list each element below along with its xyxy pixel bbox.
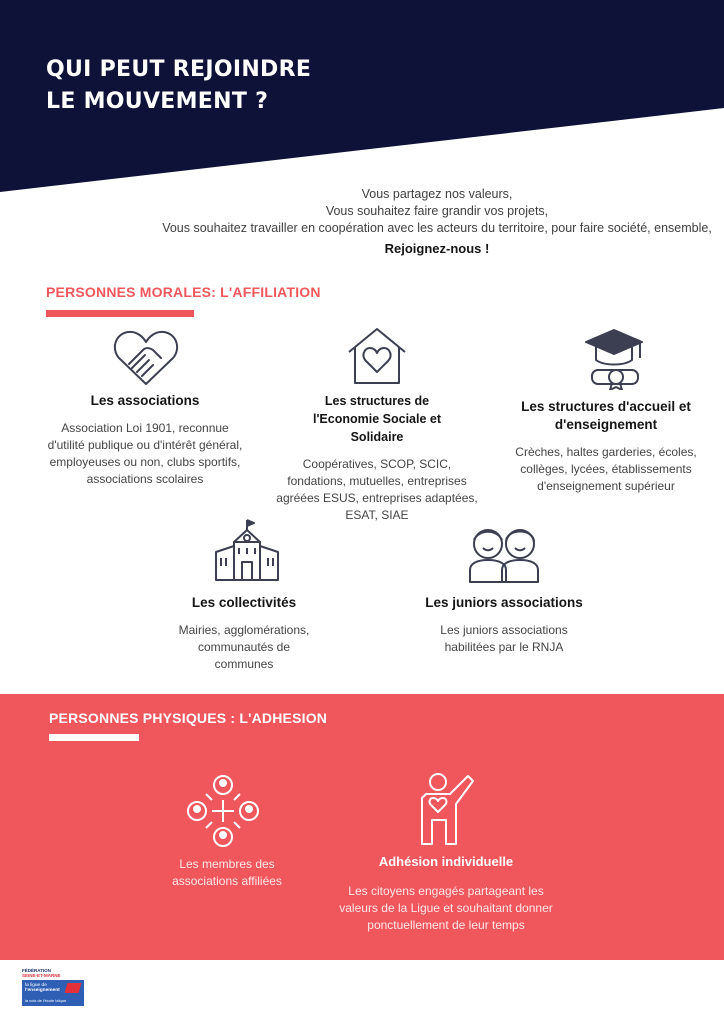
card-adhesion-individuelle <box>332 854 560 934</box>
card-title: Adhésion individuelle <box>378 854 514 869</box>
physiques-section-title: PERSONNES PHYSIQUES : L'ADHESION <box>49 710 328 726</box>
card-title: Les collectivités <box>191 595 297 610</box>
intro-line-2: Vous souhaitez faire grandir vos projets, <box>325 204 549 218</box>
page-title <box>46 54 311 118</box>
town-hall-icon <box>214 518 280 582</box>
intro-line-3: Vous souhaitez travailler en coopération avec les acteurs du territoire, pour faire société, ensemble, <box>162 221 712 235</box>
raised-hand-person-icon <box>418 772 476 846</box>
card-accueil-enseignement <box>510 398 702 495</box>
card-associations <box>45 392 245 488</box>
ligue-enseignement-logo <box>22 968 88 1008</box>
morales-section-title: PERSONNES MORALES: L'AFFILIATION <box>46 284 321 300</box>
logo-line-2: SEINE-ET-MARNE <box>22 973 61 978</box>
card-description: Crèches, haltes garderies, écoles, collèges, lycées, établissements d'enseignement supérieur <box>515 445 697 493</box>
intro-text <box>150 186 724 257</box>
card-title: Les structures d'accueil et d'enseignement <box>521 399 691 432</box>
card-collectivites <box>162 594 326 673</box>
card-title: Les associations <box>90 393 200 408</box>
handshake-heart-icon <box>113 328 179 386</box>
logo-line-3: la ligue de <box>25 983 47 988</box>
card-description: Mairies, agglomérations, communautés de communes <box>178 623 310 671</box>
page-title-line-1: QUI PEUT REJOINDRE <box>46 57 312 82</box>
network-people-icon <box>186 774 260 848</box>
morales-title-underline <box>46 310 194 317</box>
logo-flag-icon <box>65 983 82 993</box>
kids-icon <box>466 522 542 584</box>
card-description: Les membres des associations affiliées <box>172 857 282 888</box>
logo-line-4: l'enseignement <box>25 988 60 993</box>
intro-cta: Rejoignez-nous ! <box>384 241 490 256</box>
physiques-title-underline <box>49 734 139 741</box>
card-description: Coopératives, SCOP, SCIC, fondations, mutuelles, entreprises agréées ESUS, entreprises adaptées, ESAT, SIAE <box>276 457 478 522</box>
card-title: Les juniors associations <box>425 595 583 610</box>
card-description: Association Loi 1901, reconnue d'utilité publique ou d'intérêt général, employeuses ou non, clubs sportifs, associations scolaires <box>47 421 243 486</box>
house-heart-icon <box>346 326 408 386</box>
intro-line-1: Vous partagez nos valeurs, <box>361 187 513 201</box>
physiques-section <box>0 694 724 960</box>
card-juniors-associations <box>414 594 594 656</box>
logo-line-5: la voix de l'école laïque <box>25 998 67 1003</box>
card-membres-associations <box>160 856 294 890</box>
card-ess <box>272 392 482 524</box>
graduation-cap-icon <box>584 326 648 390</box>
logo-box <box>22 980 84 1006</box>
card-description: Les citoyens engagés partageant les valeurs de la Ligue et souhaitant donner ponctuellement de leur temps <box>339 884 553 932</box>
card-title: Les structures de l'Economie Sociale et Solidaire <box>312 394 441 444</box>
logo-line-1: FÉDÉRATION <box>22 968 51 973</box>
card-description: Les juniors associations habilitées par le RNJA <box>440 623 568 654</box>
page-title-line-2: LE MOUVEMENT ? <box>46 89 269 114</box>
